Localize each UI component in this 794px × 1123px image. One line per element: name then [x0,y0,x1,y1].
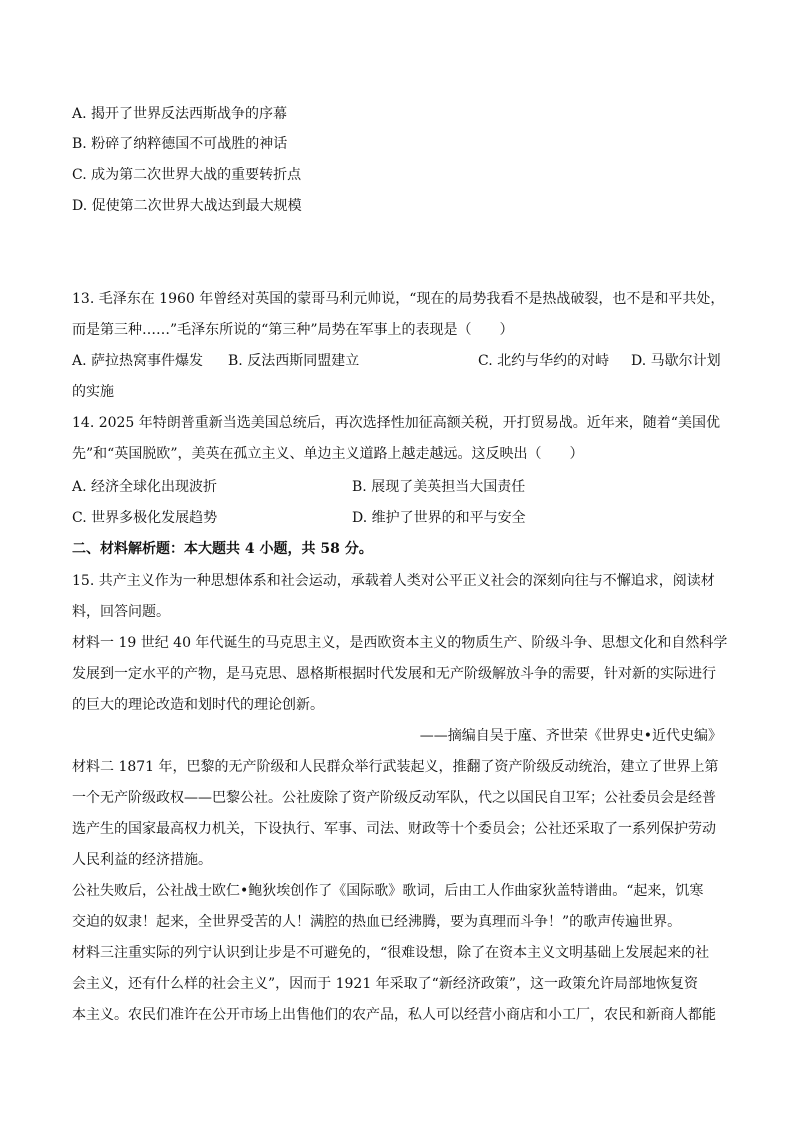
q13-option-c: C. 北约与华约的对峙 [478,353,610,369]
q14-stem-line-1: 14. 2025 年特朗普重新当选美国总统后，再次选择性加征高额关税，开打贸易战。近年来，随着“美国优 [72,415,720,431]
material-2-line-3: 选产生的国家最高权力机关，下设执行、军事、司法、财政等十个委员会；公社还采取了一系列保护劳动 [72,821,716,837]
q14-option-d: D. 维护了世界的和平与安全 [352,510,526,526]
q14-option-b: B. 展现了美英担当大国责任 [352,479,526,495]
q13-option-d: D. 马歇尔计划 [631,353,721,369]
q12-option-b: B. 粉碎了纳粹德国不可战胜的神话 [72,136,288,152]
material-3-line-1: 材料三注重实际的列宁认识到让步是不可避免的，“很难设想，除了在资本主义文明基础上发展起来的社 [72,945,710,961]
q13-option-a: A. 萨拉热窝事件爆发 [72,353,204,369]
q14-option-c: C. 世界多极化发展趋势 [72,510,218,526]
q13-option-d-continued: 的实施 [72,384,114,400]
q12-option-d: D. 促使第二次世界大战达到最大规模 [72,198,302,214]
material-1-source: ——摘编自吴于廑、齐世荣《世界史•近代史编》 [419,728,722,744]
q15-intro-line-2: 料，回答问题。 [72,604,170,620]
material-2-line-2: 一个无产阶级政权——巴黎公社。公社废除了资产阶级反动军队，代之以国民自卫军；公社委员会是经普 [72,790,716,806]
material-2-line-1: 材料二 1871 年，巴黎的无产阶级和人民群众举行武装起义，推翻了资产阶级反动统治，建立了世界上第 [72,759,719,775]
material-1-line-3: 的巨大的理论改造和划时代的理论创新。 [72,697,324,713]
material-2-line-5: 公社失败后，公社战士欧仁•鲍狄埃创作了《国际歌》歌词，后由工人作曲家狄盖特谱曲。“起来，饥寒 [72,883,704,899]
q12-option-c: C. 成为第二次世界大战的重要转折点 [72,167,302,183]
q14-option-a: A. 经济全球化出现波折 [72,479,218,495]
material-1-line-1: 材料一 19 世纪 40 年代诞生的马克思主义，是西欧资本主义的物质生产、阶级斗争、思想文化和自然科学 [72,635,728,651]
q13-stem-line-1: 13. 毛泽东在 1960 年曾经对英国的蒙哥马利元帅说，“现在的局势我看不是热战破裂，也不是和平共处， [72,291,725,307]
q13-stem-line-2: 而是第三种……”毛泽东所说的“第三种”局势在军事上的表现是（ ） [72,322,514,338]
section-heading: 二、材料解析题：本大题共 4 小题，共 58 分。 [72,541,373,557]
q12-option-a: A. 揭开了世界反法西斯战争的序幕 [72,106,288,122]
material-3-line-3: 本主义。农民们准许在公开市场上出售他们的农产品，私人可以经营小商店和小工厂，农民和新商人都能 [72,1007,716,1023]
material-3-line-2: 会主义，还有什么样的社会主义”，因而于 1921 年采取了“新经济政策”，这一政策允许局部地恢复资 [72,976,698,992]
q13-option-b: B. 反法西斯同盟建立 [228,353,360,369]
q14-stem-line-2: 先”和“英国脱欧”，美英在孤立主义、单边主义道路上越走越远。这反映出（ ） [72,446,584,462]
material-2-line-6: 交迫的奴隶！起来，全世界受苦的人！满腔的热血已经沸腾，要为真理而斗争！”的歌声传遍世界。 [72,914,682,930]
q15-intro-line-1: 15. 共产主义作为一种思想体系和社会运动，承载着人类对公平正义社会的深刻向往与不懈追求，阅读材 [72,573,715,589]
material-2-line-4: 人民利益的经济措施。 [72,852,212,868]
material-1-line-2: 发展到一定水平的产物，是马克思、恩格斯根据时代发展和无产阶级解放斗争的需要，针对新的实际进行 [72,666,716,682]
